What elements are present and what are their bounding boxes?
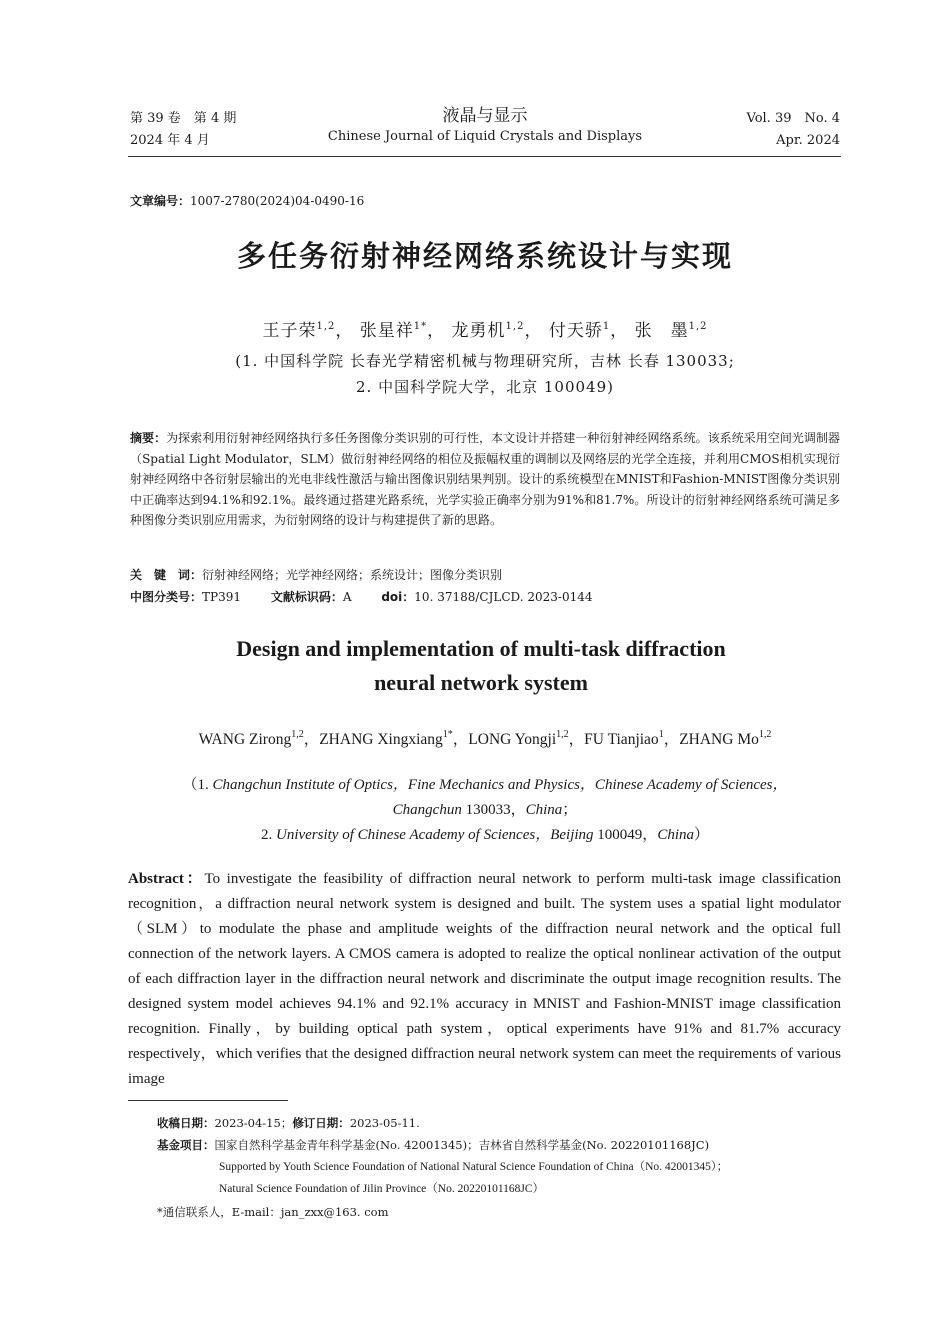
abstract-en-label: Abstract： <box>128 871 205 887</box>
doi-value: 10. 37188/CJLCD. 2023-0144 <box>414 590 593 604</box>
abstract-cn <box>130 428 840 531</box>
footnote-dates: 收稿日期：2023-04-15；修订日期：2023-05-11. <box>157 1116 420 1130</box>
abstract-cn-label: 摘要： <box>130 431 167 445</box>
journal-issue-info-en <box>747 108 841 152</box>
abstract-en <box>128 867 841 1092</box>
author-cn: 龙勇机$^{1,2}$， <box>451 321 543 341</box>
author-en: WANG Zirong$^{1,2}$， <box>198 729 320 748</box>
doc-code-label: 文献标识码： <box>270 590 343 604</box>
affiliation-cn-2: 2. 中国科学院大学，北京 100049) <box>356 378 614 396</box>
journal-issue-info <box>130 108 236 152</box>
clc-value: TP391 <box>202 590 241 604</box>
classification-line <box>130 588 593 605</box>
title-en-line-1: Design and implementation of multi-task diffraction <box>236 636 726 661</box>
keywords-cn-text: 衍射神经网络；光学神经网络；系统设计；图像分类识别 <box>202 568 503 582</box>
author-en: ZHANG Mo$^{1,2}$ <box>679 729 772 748</box>
volume-issue-cn: 第 39 卷 第 4 期 <box>130 111 237 126</box>
author-cn: 张 墨$^{1,2}$ <box>634 321 708 341</box>
article-number-label: 文章编号： <box>130 194 191 208</box>
author-en: ZHANG Xingxiang$^{1*}$， <box>319 729 469 748</box>
keywords-cn-label: 关 键 词： <box>130 568 203 582</box>
title-en-line-2: neural network system <box>374 670 588 695</box>
journal-name-cn: 液晶与显示 <box>442 106 528 126</box>
footnote-fund-cn: 基金项目：国家自然科学基金青年科学基金(No. 42001345)；吉林省自然科学基金(No. 20220101168JC) <box>157 1138 710 1152</box>
title-cn: 多任务衍射神经网络系统设计与实现 <box>236 239 733 273</box>
author-cn: 王子荣$^{1,2}$， <box>262 321 354 341</box>
header-divider <box>128 156 841 157</box>
authors-en <box>130 727 840 749</box>
title-en <box>130 632 832 700</box>
doc-code-value: A <box>342 590 352 604</box>
affiliation-en-1-cont: Changchun 130033，China； <box>392 802 578 818</box>
affiliation-en-2: 2. University of Chinese Academy of Sciences，Beijing 100049，China） <box>260 827 710 843</box>
journal-name <box>300 104 670 146</box>
clc-label: 中图分类号： <box>130 590 203 604</box>
article-number <box>130 192 364 209</box>
affiliation-cn-1: (1. 中国科学院 长春光学精密机械与物理研究所，吉林 长春 130033; <box>235 352 735 370</box>
date-en: Apr. 2024 <box>776 133 840 148</box>
volume-issue-en: Vol. 39 No. 4 <box>746 111 840 126</box>
footnote-divider <box>128 1100 288 1101</box>
keywords-cn <box>130 566 502 583</box>
abstract-en-text: To investigate the feasibility of diffraction neural network to perform multi-task image classification recognition，a diffraction neural network system is designed and built. The system uses a spatial light modulator（SLM）to modulate the phase and amplitude weights of the diffraction neural network and the optical full connection of the network layers. A CMOS camera is adopted to realize the optical nonlinear activation of the output of each diffraction layer in the diffraction neural network and discriminate the output image recognition results. The designed system model achieves 94.1% and 92.1% accuracy in MNIST and Fashion-MNIST image classification recognition. Finally，by building optical path system，optical experiments have 91% and 81.7% accuracy respectively，which verifies that the designed diffraction neural network system can meet the requirements of various image <box>128 871 841 1087</box>
footnote-corresponding: *通信联系人，E-mail：jan_zxx@163. com <box>157 1205 389 1219</box>
author-en: FU Tianjiao$^1$， <box>584 729 680 748</box>
authors-cn <box>130 316 840 341</box>
abstract-cn-text: 为探索利用衍射神经网络执行多任务图像分类识别的可行性，本文设计并搭建一种衍射神经网络系统。该系统采用空间光调制器（Spatial Light Modulator，SLM）做衍射神经网络的相位及振幅权重的调制以及网络层的光学全连接，并利用CMOS相机实现衍射神经网络中各衍射层输出的光电非线性激活与输出图像识别结果判别。设计的系统模型在MNIST和Fashion-MNIST图像分类识别中正确率达到94.1%和92.1%。最终通过搭建光路系统，光学实验正确率分别为91%和81.7%。所设计的衍射神经网络系统可满足多种图像分类识别应用需求，为衍射网络的设计与构建提供了新的思路。 <box>130 431 840 527</box>
date-cn: 2024 年 4 月 <box>130 133 210 148</box>
footnote-fund-en-2: Natural Science Foundation of Jilin Province（No. 20220101168JC） <box>219 1183 545 1195</box>
author-en: LONG Yongji$^{1,2}$， <box>468 729 585 748</box>
journal-name-en: Chinese Journal of Liquid Crystals and Displays <box>327 129 643 144</box>
article-number-value: 1007-2780(2024)04-0490-16 <box>190 194 365 208</box>
footnote-fund-en-1: Supported by Youth Science Foundation of National Natural Science Foundation of China（No. 42001345）； <box>219 1161 729 1173</box>
affiliation-en-1: （1. Changchun Institute of Optics，Fine Mechanics and Physics，Chinese Academy of Sciences， <box>182 777 788 793</box>
author-cn: 张星祥$^{1*}$， <box>359 321 446 341</box>
author-cn: 付天骄$^1$， <box>548 321 629 341</box>
doi-label: doi： <box>381 590 415 604</box>
